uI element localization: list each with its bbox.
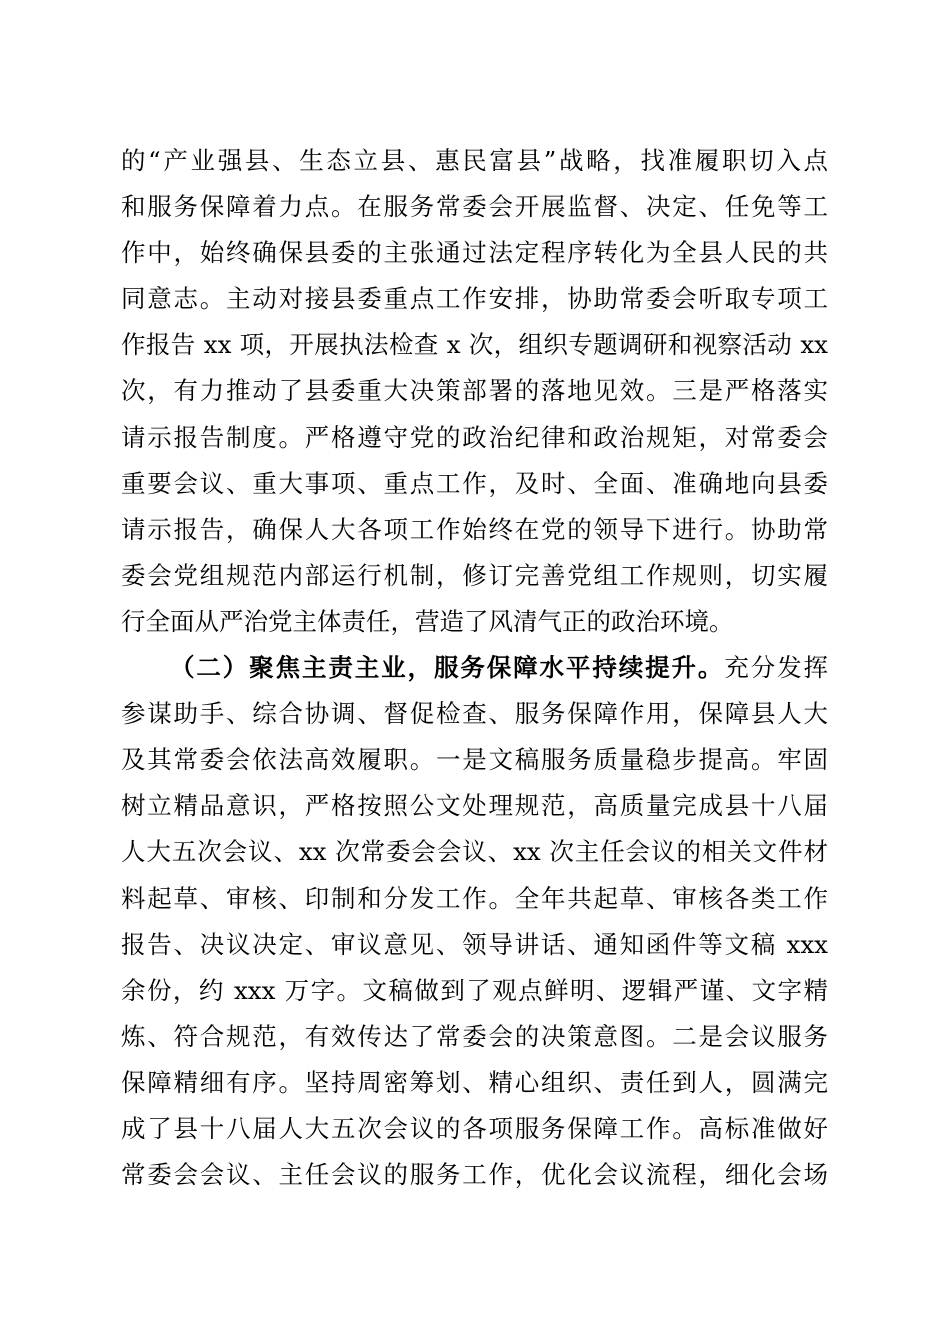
text-line: 报告、决议决定、审议意见、领导讲话、通知函件等文稿 xxx [121, 929, 828, 959]
text-line: 炼、符合规范，有效传达了常委会的决策意图。二是会议服务 [121, 1021, 828, 1051]
text-line: 的“产业强县、生态立县、惠民富县”战略，找准履职切入点 [121, 146, 828, 175]
text-line: 和服务保障着力点。在服务常委会开展监督、决定、任免等工 [121, 192, 828, 222]
text-line: 保障精细有序。坚持周密筹划、精心组织、责任到人，圆满完 [121, 1067, 828, 1097]
section-heading-tail: 充分发挥 [724, 653, 828, 683]
text-line: 参谋助手、综合协调、督促检查、服务保障作用，保障县人大 [121, 699, 828, 729]
text-line: 料起草、审核、印制和分发工作。全年共起草、审核各类工作 [121, 883, 828, 913]
text-line: 余份，约 xxx 万字。文稿做到了观点鲜明、逻辑严谨、文字精 [121, 975, 828, 1005]
body-text [121, 138, 828, 1198]
text-line: 重要会议、重大事项、重点工作，及时、全面、准确地向县委 [121, 468, 828, 498]
text-line: 次，有力推动了县委重大决策部署的落地见效。三是严格落实 [121, 376, 828, 406]
text-line: 同意志。主动对接县委重点工作安排，协助常委会听取专项工 [121, 284, 828, 314]
text-line: 成了县十八届人大五次会议的各项服务保障工作。高标准做好 [121, 1113, 828, 1143]
text-line: 请示报告制度。严格遵守党的政治纪律和政治规矩，对常委会 [121, 422, 828, 452]
text-line: 请示报告，确保人大各项工作始终在党的领导下进行。协助常 [121, 514, 828, 544]
text-line: 人大五次会议、xx 次常委会会议、xx 次主任会议的相关文件材 [121, 837, 828, 867]
text-line: 树立精品意识，严格按照公文处理规范，高质量完成县十八届 [121, 791, 828, 821]
section-heading-line [121, 645, 828, 691]
section-heading: （二）聚焦主责主业，服务保障水平持续提升。 [170, 653, 725, 683]
text-line: 常委会会议、主任会议的服务工作，优化会议流程，细化会场 [121, 1160, 828, 1190]
text-line: 行全面从严治党主体责任，营造了风清气正的政治环境。 [121, 606, 734, 636]
text-line: 作报告 xx 项，开展执法检查 x 次，组织专题调研和视察活动 xx [121, 330, 828, 360]
text-line: 及其常委会依法高效履职。一是文稿服务质量稳步提高。牢固 [121, 745, 828, 775]
text-line: 委会党组规范内部运行机制，修订完善党组工作规则，切实履 [121, 560, 828, 590]
text-line: 作中，始终确保县委的主张通过法定程序转化为全县人民的共 [121, 238, 828, 268]
